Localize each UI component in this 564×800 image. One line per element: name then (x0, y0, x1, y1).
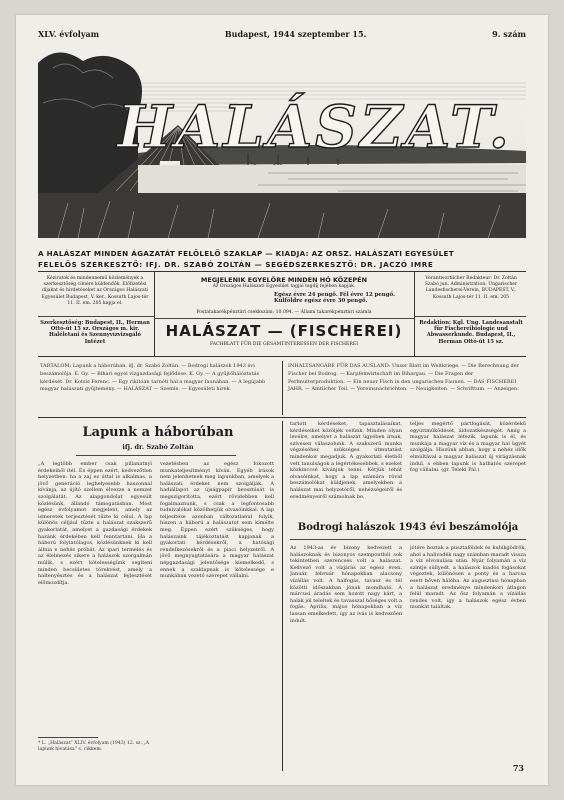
membership-note: Az Országos Halászati Egyesület tagjai tagdíj fejében kapják. (212, 284, 356, 289)
article-byline: ifj. dr. Szabó Zoltán (122, 443, 194, 451)
article-title: Lapunk a háborúban (82, 425, 234, 440)
subscription-prices: Egész évre 24 pengő. Fél évre 12 pengő. Külföldre egész évre 30 pengő. (274, 292, 395, 305)
article1-column-2: vezetésben az egész fokozott munkateljesítményt kíván. Egyéb írások nem jelenhetnek meg lapunkban, amelyek a halászati érdeket nem szolgálják. A hadiállapot az újságpapír beosztását is megszigorította, ezért rövidebben kell fogalmaznunk, s csak a legfontosabb tudnivalókat közölhetjük olvasóinkkal. A lap teljesítése azonban változatlanul folyik, hiszen a háború a halászatot sem kímélte meg. Éppen ezért szükséges, hogy halászaink tájékoztatást kapjanak a gyakorlati kérdésekről, a hatósági rendelkezésekről és a piaci helyzetről. A jövő megnyugtatására a magyar halászat népgazdasági jelentősége kiemelkedő, s ennek a szaklapnak is kötelessége e munkában vezető szerepet vállalni. (160, 461, 274, 580)
article2-column-2: jótére hoztak a pusztaföldek és kubikgödrök, ahol a halivadék nagy számban maradt vissza a víz elvonulása után. Nyár folyamán a víz szintje süllyedt, a halászok kiadós fogásokat végeztek, különösen a ponty és a harcsa esett bőven hálóba. Az augusztusi hónapban a halászat eredménye mindenkori átlagon felül maradt. Az ősz folyamán a vízállás rendes volt, így a halászok egész évben munkát találtak. (410, 545, 526, 611)
administration-info: Verantwortlicher Redakteur: Dr. Zoltán Szabó jun. Administration: Ungarischer Landesfischerei-Verein, BUDAPEST, V., Kossuth Lajos-tér 11. II. em. 205 (424, 276, 518, 300)
subscription-box (154, 272, 414, 356)
page-number: 73 (512, 763, 524, 773)
table-of-contents (38, 359, 526, 418)
redaction-info: Redaktion: Kgl. Ung. Landesanstalt für Fischereibiologie und Abwasserkunde. Budapest, II., Herman Ottó-út 15 sz. (419, 320, 523, 345)
issue-date: Budapest, 1944 szeptember 15. (224, 29, 367, 39)
footnote: * L. „Halászat” XLIV. évfolyam (1943) 12. sz. „A lapunk hivatása” c. cikkem. (38, 741, 150, 752)
article1-column-1: „A legtöbb ember csak pillanatnyi érdekeiből ítél. És éppen ezért, kedvezőtlen helyzetben: ha a zaj ez úttal is alkalmas, a jövő generáció leghelyesebb haszonnal kívánja, az újító szellem élvezze a nemzet szolgálatát. Az alapgondolat egyesült közlésünk, állandó támogatásban. Most egész évfolyamot megjelent, amely az ismeretek terjesztését tűzte ki célul. A lap különös céljául tűzte a halászat szakszerű gyakorlatát, amelyet a gazdasági érdekek hazánk érdekében kell fenntartani. Ha a háború folytatólagos, közlésünknek ki kell állnia e nehéz próbát. Az ipari termelés és az élelmezés sikere a halászok szorgalmán múlik, s ezért kötelességünk segíteni minden becsületes törekvést, amely a haltenyésztés és a halászat fejlesztését előmozdítja. (38, 461, 152, 586)
german-subtitle: FACHBLATT FÜR DIE GESAMTINTERESSEN DER FISCHEREI (209, 342, 359, 347)
issue-number: 9. szám (492, 29, 526, 39)
article2-column-1: Az 1943-as év bizony kedvezett a halászoknak és bizonyos szempontból sok tekintetben szerencsés volt a halászat. Kedvező volt a vízjárás az egész éven. Január, február hónapokban alacsony vízállás volt. A halfogás, tavasz és tél közötti időszakban jónak mondható. A márcusi áradás sem hozott nagy kárt, a halak jól teleltek és tavasszal bőséges volt a fogás. Április, május hónapokban a víz lassan emelkedett, így az ívás is kedvezően indult. (290, 545, 402, 624)
masthead-title: HALÁSZAT. (117, 93, 512, 161)
article1-column-3: tartott kérdéseket, tapasztalásaikat, kérdéseiket közöljék velünk. Minden olyan levélre, amelyet a halászat ügyében írnak, szívesen válaszolunk. A szakszerű munka végzéséhez szükséges útmutatást mindenkor megadjuk. A gyakorlati életből vett tanulságok a legértékesebbek, s ezeket közkinccsé kívánjuk tenni. Kérjük tehát olvasóinkat, hogy a lap számára rövid beszámolókat küldjenek, amelyekben a halászat mai helyzetéről, nehézségeiről és eredményeiről számolnak be. (290, 421, 402, 500)
submission-info: Kéziratok és mindennemű közlemények a szerkesztőség címére küldendők. Előfizetési díjakat és hirdetéseket az Országos Halászati Egyesület Budapest, V. ker., Kossuth Lajos-tér 11. II. em. 205 kapja el. (41, 276, 149, 306)
postal-account: Postatakarékpénztári csekkszám: 10.094. — Állami takarékpénztári számla (196, 310, 372, 315)
masthead-editors: FELELŐS SZERKESZTŐ: IFJ. DR. SZABÓ ZOLTÁN — SEGÉDSZERKESZTŐ: DR. JACZÓ IMRE (38, 260, 434, 269)
toc-hungarian: TARTALOM: Lapunk a háborúban. ifj. dr. Szabó Zoltán. — Bodrogi halászok 1943 évi beszámolója. E. Gy. — Bihari egyel vizgazdasági fejlődése. K. Gy. — A gyűjtőhálóztatás kérdését. Dr. Kotsis Ferenc. — Egy rikítóan tarnóti hal a magyar faunában. — A legújabb magyar halászati gyűjtemény. — HALÁSZAT — Szemle. — Egyesületi hírek. (40, 363, 266, 393)
issue-header (38, 29, 526, 39)
toc-german: INHALTSANGABE FÜR DAS AUSLAND: Unser Blatt im Weltkriege. — Die Berechnung der Fischer bei Bodrog. — Karpfenwirtschaft im Bihargau. — Die Fragen der Perlmutterproduktion. — Ein neuer Fisch in den ungarischen Faunen. — DAS FISCHEREI JAHR. — Amtlicher Teil. — Vereinsnachrichten. — Neuigkeiten. — Schrifttum. — Anzeigen. (288, 363, 520, 393)
masthead-subtitle: A HALÁSZAT MINDEN ÁGAZATÁT FELÖLELŐ SZAKLAP — KIADJA: AZ ORSZ. HALÁSZATI EGYESÜLET (38, 249, 454, 258)
german-title: HALÁSZAT — (FISCHEREI) (165, 322, 403, 340)
volume-label: XLV. évfolyam (38, 29, 100, 39)
article1-column-4: teljes megértő pártfogását, közérdekű együttműködését, áldozatkészségét. Amíg a magyar halászat létezik, lapunk is él, és munkája a magyar víz és a magyar hal ügyét szolgálja. Hiszünk abban, hogy a nehéz idők elmúltával a magyar halászat új virágzásnak indul, s ebben lapunk is hathatós szerepet fog vállalni. (gr. Teleki Pál.) (410, 421, 526, 474)
masthead-illustration (38, 43, 526, 238)
publication-schedule: MEGJELENIK EGYELŐRE MINDEN HÓ KÖZEPÉN (200, 276, 368, 284)
publication-info-box (38, 271, 526, 357)
newspaper-page (16, 15, 548, 785)
editorial-office: Szerkesztőség: Budapest, II., Herman Ottó-út 15 sz. Országos m. kir. Haléletani és Szennyvízvizsgáló Intézet (40, 320, 150, 345)
article2-title: Bodrogi halászok 1943 évi beszámolója (297, 522, 519, 533)
